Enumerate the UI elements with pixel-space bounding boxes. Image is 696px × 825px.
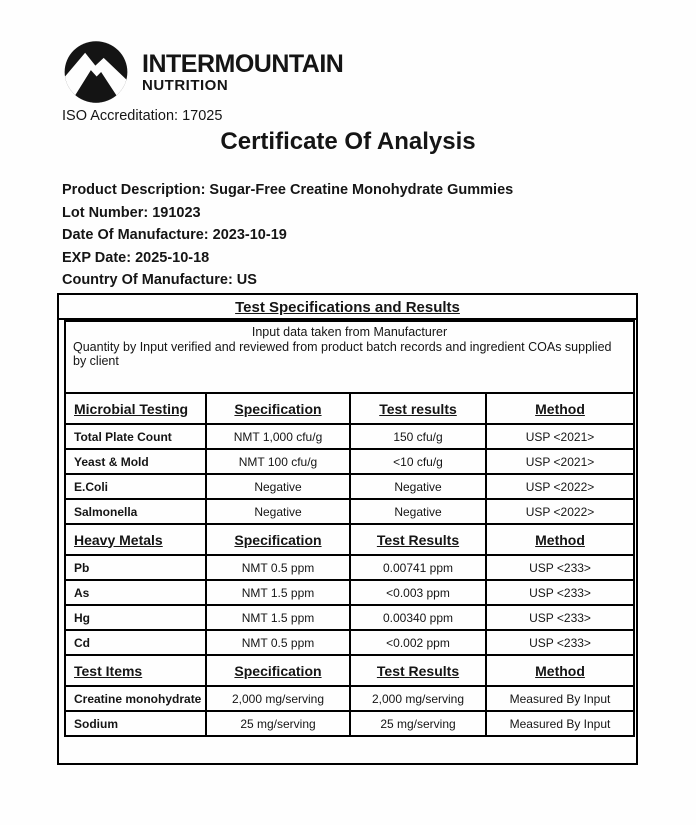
product-description-line: Product Description: Sugar-Free Creatine Monohydrate Gummies	[62, 182, 514, 198]
method-cell: USP <233>	[486, 605, 634, 630]
section-header-row-microbial	[65, 393, 634, 424]
specification-cell: Negative	[206, 499, 350, 524]
test-name-cell: Pb	[65, 555, 206, 580]
table-row	[65, 580, 634, 605]
mountain-logo-icon	[62, 40, 130, 104]
specification-cell: 25 mg/serving	[206, 711, 350, 736]
result-cell: 25 mg/serving	[350, 711, 486, 736]
test-name-cell: Sodium	[65, 711, 206, 736]
spec-table-title: Test Specifications and Results	[59, 295, 636, 320]
table-row	[65, 499, 634, 524]
table-row	[65, 449, 634, 474]
note-line-2: Quantity by Input verified and reviewed from product batch records and ingredient COAs supplied by client	[73, 340, 612, 368]
test-name-cell: Cd	[65, 630, 206, 655]
result-cell: Negative	[350, 499, 486, 524]
method-cell: USP <233>	[486, 580, 634, 605]
column-header: Method	[486, 524, 634, 555]
note-line-1: Input data taken from Manufacturer	[251, 325, 448, 339]
test-name-cell: Yeast & Mold	[65, 449, 206, 474]
specification-cell: NMT 100 cfu/g	[206, 449, 350, 474]
result-cell: Negative	[350, 474, 486, 499]
table-row	[65, 711, 634, 736]
table-row	[65, 474, 634, 499]
result-cell: <0.002 ppm	[350, 630, 486, 655]
result-cell: <10 cfu/g	[350, 449, 486, 474]
lot-number-line: Lot Number: 191023	[62, 204, 201, 221]
section-header-row-heavy-metals	[65, 524, 634, 555]
table-row	[65, 630, 634, 655]
brand-subtitle: NUTRITION	[142, 76, 229, 94]
test-name-cell: Hg	[65, 605, 206, 630]
test-name-cell: As	[65, 580, 206, 605]
method-cell: USP <2021>	[486, 449, 634, 474]
iso-accreditation: ISO Accreditation: 17025	[62, 108, 223, 124]
product-info-block	[62, 179, 513, 292]
spec-table	[64, 320, 635, 737]
specification-cell: 2,000 mg/serving	[206, 686, 350, 711]
column-header: Specification	[206, 655, 350, 686]
test-name-cell: Total Plate Count	[65, 424, 206, 449]
method-cell: USP <233>	[486, 555, 634, 580]
method-cell: USP <2022>	[486, 499, 634, 524]
result-cell: 150 cfu/g	[350, 424, 486, 449]
test-specifications-box	[57, 293, 638, 765]
method-cell: Measured By Input	[486, 686, 634, 711]
result-cell: 2,000 mg/serving	[350, 686, 486, 711]
result-cell: 0.00340 ppm	[350, 605, 486, 630]
table-row	[65, 605, 634, 630]
country-line: Country Of Manufacture: US	[62, 272, 257, 288]
method-cell: Measured By Input	[486, 711, 634, 736]
specification-cell: Negative	[206, 474, 350, 499]
specification-cell: NMT 0.5 ppm	[206, 555, 350, 580]
method-cell: USP <233>	[486, 630, 634, 655]
exp-date-line: EXP Date: 2025-10-18	[62, 249, 210, 266]
column-header: Specification	[206, 524, 350, 555]
table-row	[65, 555, 634, 580]
test-name-cell: Salmonella	[65, 499, 206, 524]
brand-header	[62, 40, 343, 104]
brand-name: INTERMOUNTAIN	[142, 49, 344, 78]
method-cell: USP <2022>	[486, 474, 634, 499]
column-header: Test Results	[350, 524, 486, 555]
column-header: Test Results	[350, 655, 486, 686]
method-cell: USP <2021>	[486, 424, 634, 449]
column-header: Specification	[206, 393, 350, 424]
specification-cell: NMT 0.5 ppm	[206, 630, 350, 655]
table-row	[65, 686, 634, 711]
specification-cell: NMT 1.5 ppm	[206, 580, 350, 605]
test-name-cell: E.Coli	[65, 474, 206, 499]
notes-cell	[65, 321, 634, 393]
manufacture-date-line: Date Of Manufacture: 2023-10-19	[62, 227, 287, 243]
notes-row	[65, 321, 634, 393]
brand-text	[142, 51, 343, 94]
column-header: Test Items	[65, 655, 206, 686]
column-header: Heavy Metals	[65, 524, 206, 555]
page-title: Certificate Of Analysis	[220, 128, 476, 155]
result-cell: 0.00741 ppm	[350, 555, 486, 580]
test-name-cell: Creatine monohydrate	[65, 686, 206, 711]
column-header: Test results	[350, 393, 486, 424]
column-header: Microbial Testing	[65, 393, 206, 424]
specification-cell: NMT 1,000 cfu/g	[206, 424, 350, 449]
table-row	[65, 424, 634, 449]
column-header: Method	[486, 393, 634, 424]
result-cell: <0.003 ppm	[350, 580, 486, 605]
section-header-row-test-items	[65, 655, 634, 686]
column-header: Method	[486, 655, 634, 686]
specification-cell: NMT 1.5 ppm	[206, 605, 350, 630]
